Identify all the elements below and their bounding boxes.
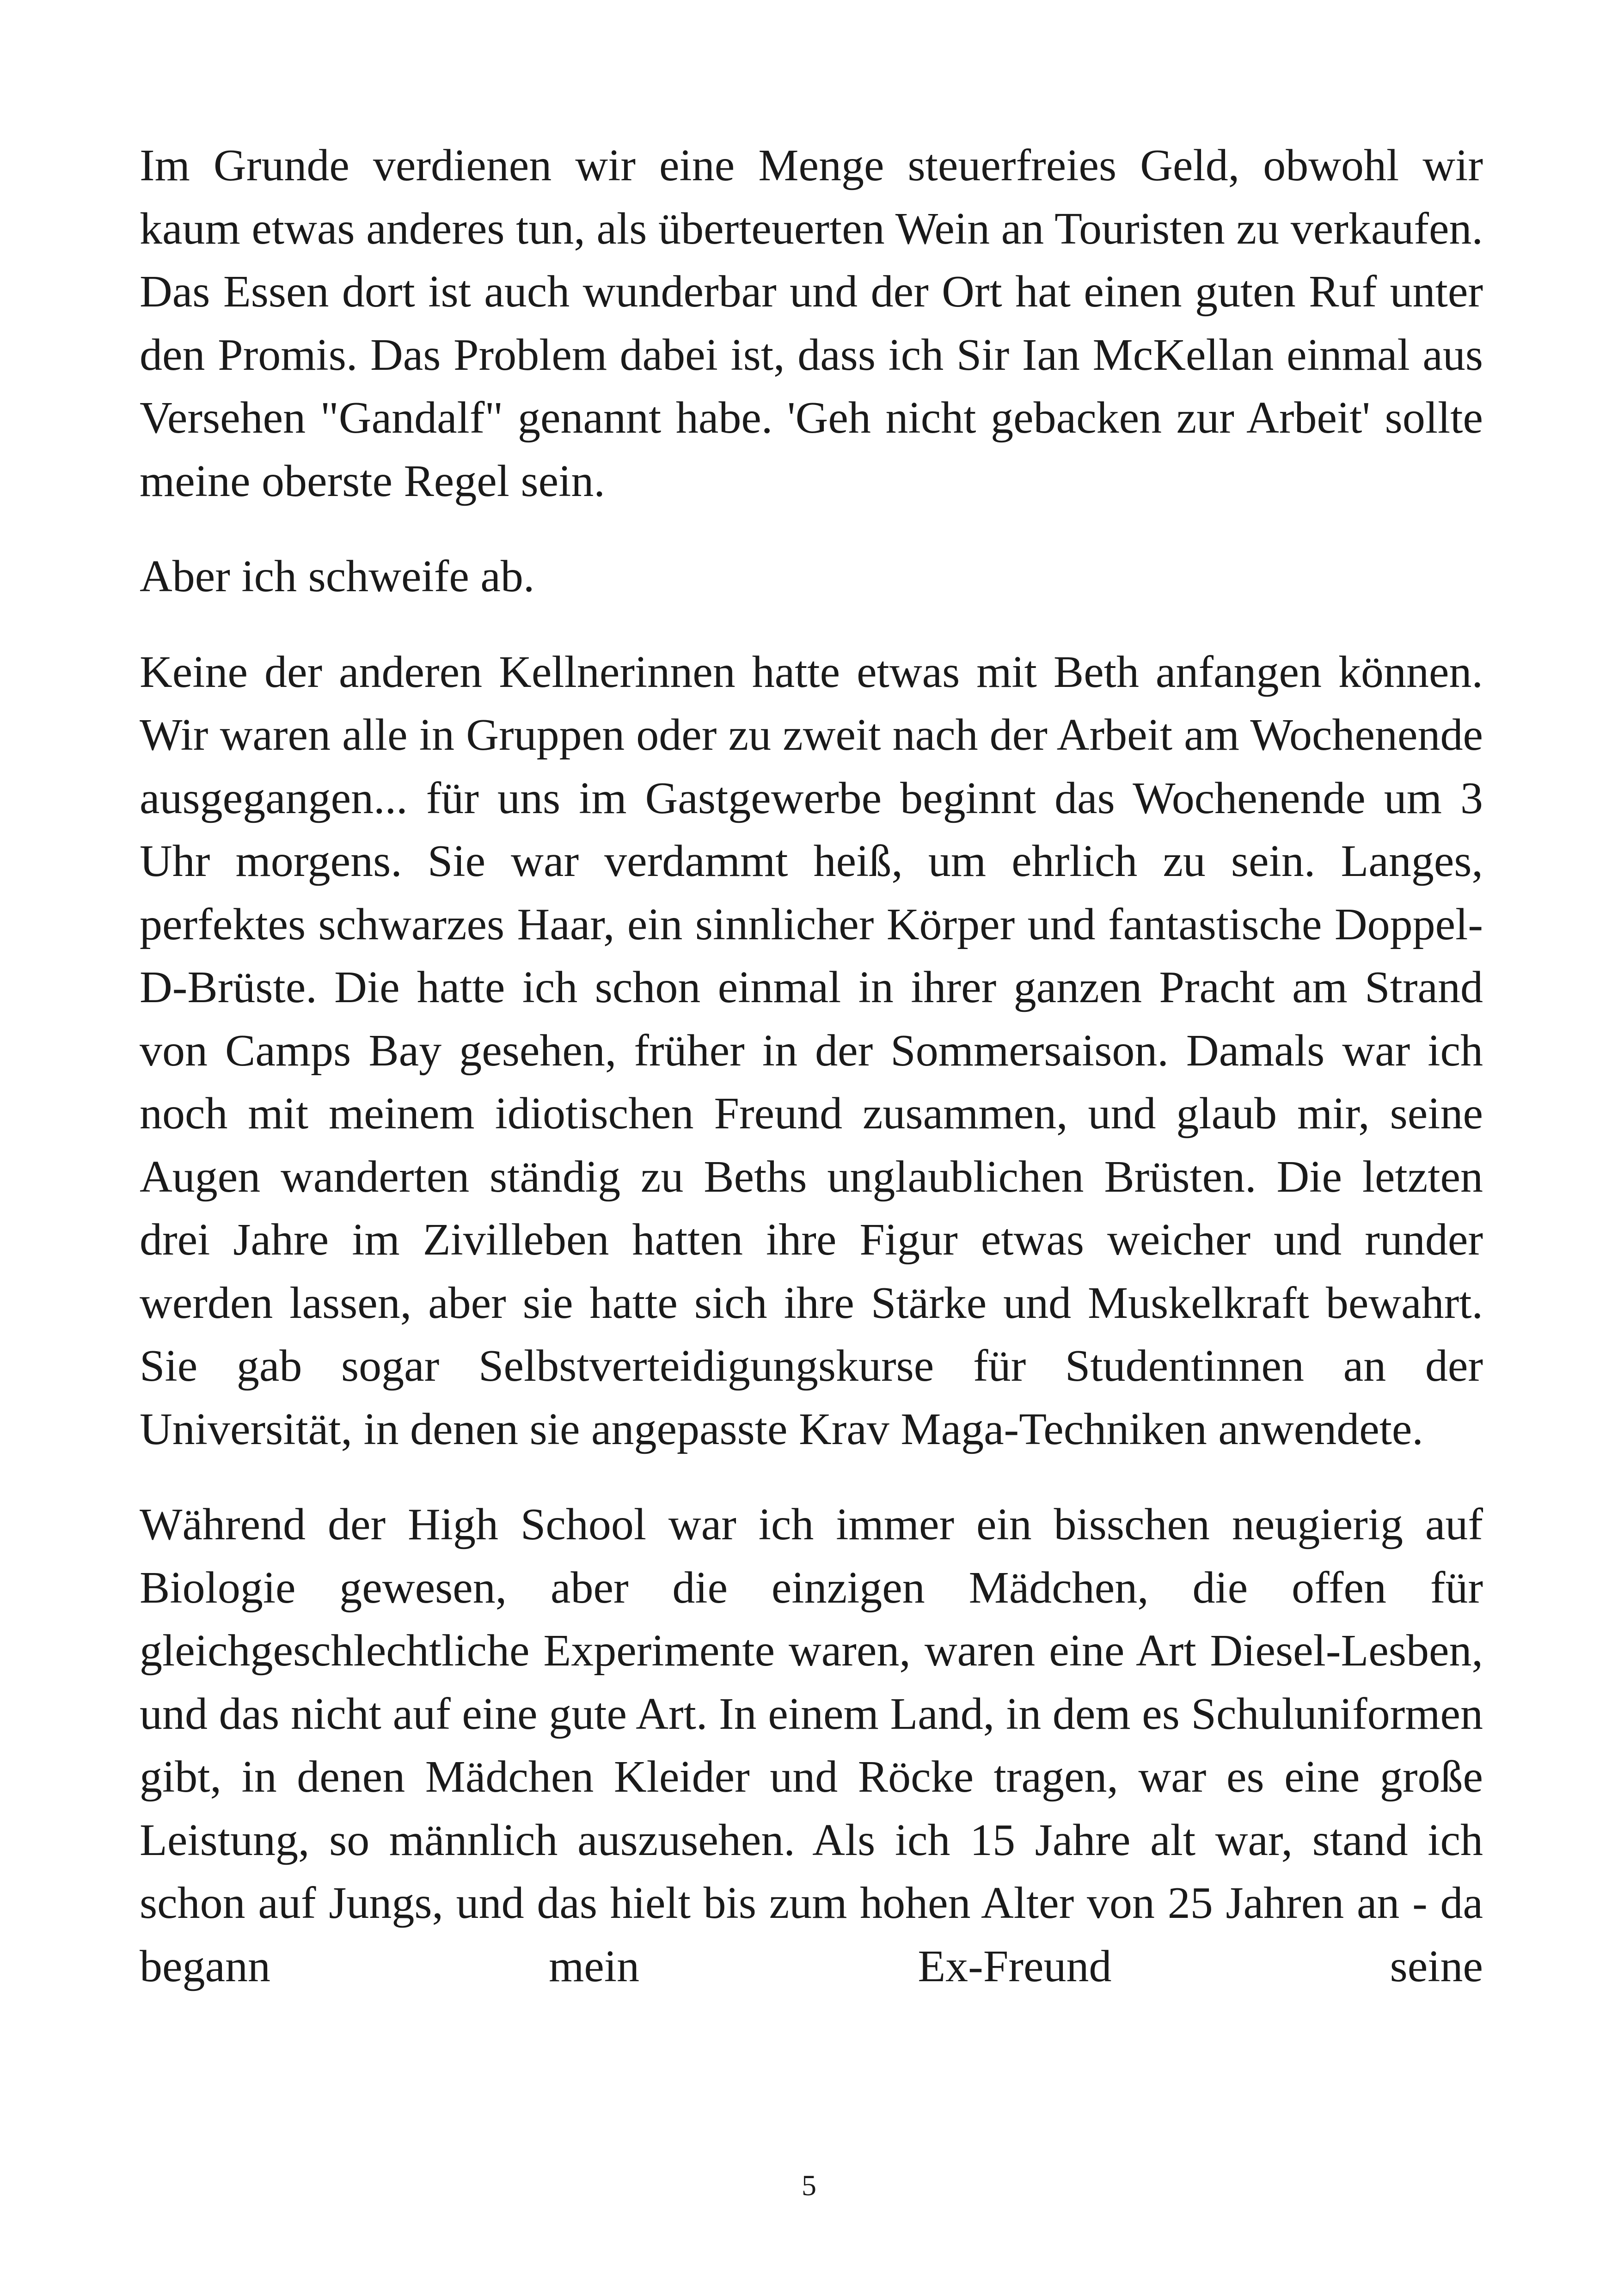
paragraph: Keine der anderen Kellnerinnen hatte etwas mit Beth anfangen können. Wir waren alle in Gruppen oder zu zweit nach der Arbeit am Wochenende ausgegangen... für uns im Gastgewerbe beginnt das Wochenende um 3 Uhr morgens. Sie war verdammt heiß, um ehrlich zu sein. Langes, perfektes schwarzes Haar, ein sinnlicher Körper und fantastische Doppel-D-Brüste. Die hatte ich schon einmal in ihrer ganzen Pracht am Strand von Camps Bay gesehen, früher in der Sommersaison. Damals war ich noch mit meinem idiotischen Freund zusammen, und glaub mir, seine Augen wanderten ständig zu Beths unglaublichen Brüsten. Die letzten drei Jahre im Zivilleben hatten ihre Figur etwas weicher und runder werden lassen, aber sie hatte sich ihre Stärke und Muskelkraft bewahrt. Sie gab sogar Selbstverteidigungskurse für Studentinnen an der Universität, in denen sie angepasste Krav Maga-Techniken anwendete. bbox=[140, 647, 1483, 1454]
body-text bbox=[140, 134, 1483, 1998]
page-number: 5 bbox=[802, 2169, 816, 2202]
paragraph: Aber ich schweife ab. bbox=[140, 551, 535, 601]
paragraph: Im Grunde verdienen wir eine Menge steuerfreies Geld, obwohl wir kaum etwas anderes tun, als überteuerten Wein an Touristen zu verkaufen. Das Essen dort ist auch wunderbar und der Ort hat einen guten Ruf unter den Promis. Das Problem dabei ist, dass ich Sir Ian McKellan einmal aus Versehen "Gandalf" genannt habe. 'Geh nicht gebacken zur Arbeit' sollte meine oberste Regel sein. bbox=[140, 141, 1483, 506]
paragraph: Während der High School war ich immer ein bisschen neugierig auf Biologie gewesen, aber die einzigen Mädchen, die offen für gleichgeschlechtliche Experimente waren, waren eine Art Diesel-Lesben, und das nicht auf eine gute Art. In einem Land, in dem es Schuluniformen gibt, in denen Mädchen Kleider und Röcke tragen, war es eine große Leistung, so männlich auszusehen. Als ich 15 Jahre alt war, stand ich schon auf Jungs, und das hielt bis zum hohen Alter von 25 Jahren an - da begann mein Ex-Freund seine bbox=[140, 1500, 1483, 1991]
